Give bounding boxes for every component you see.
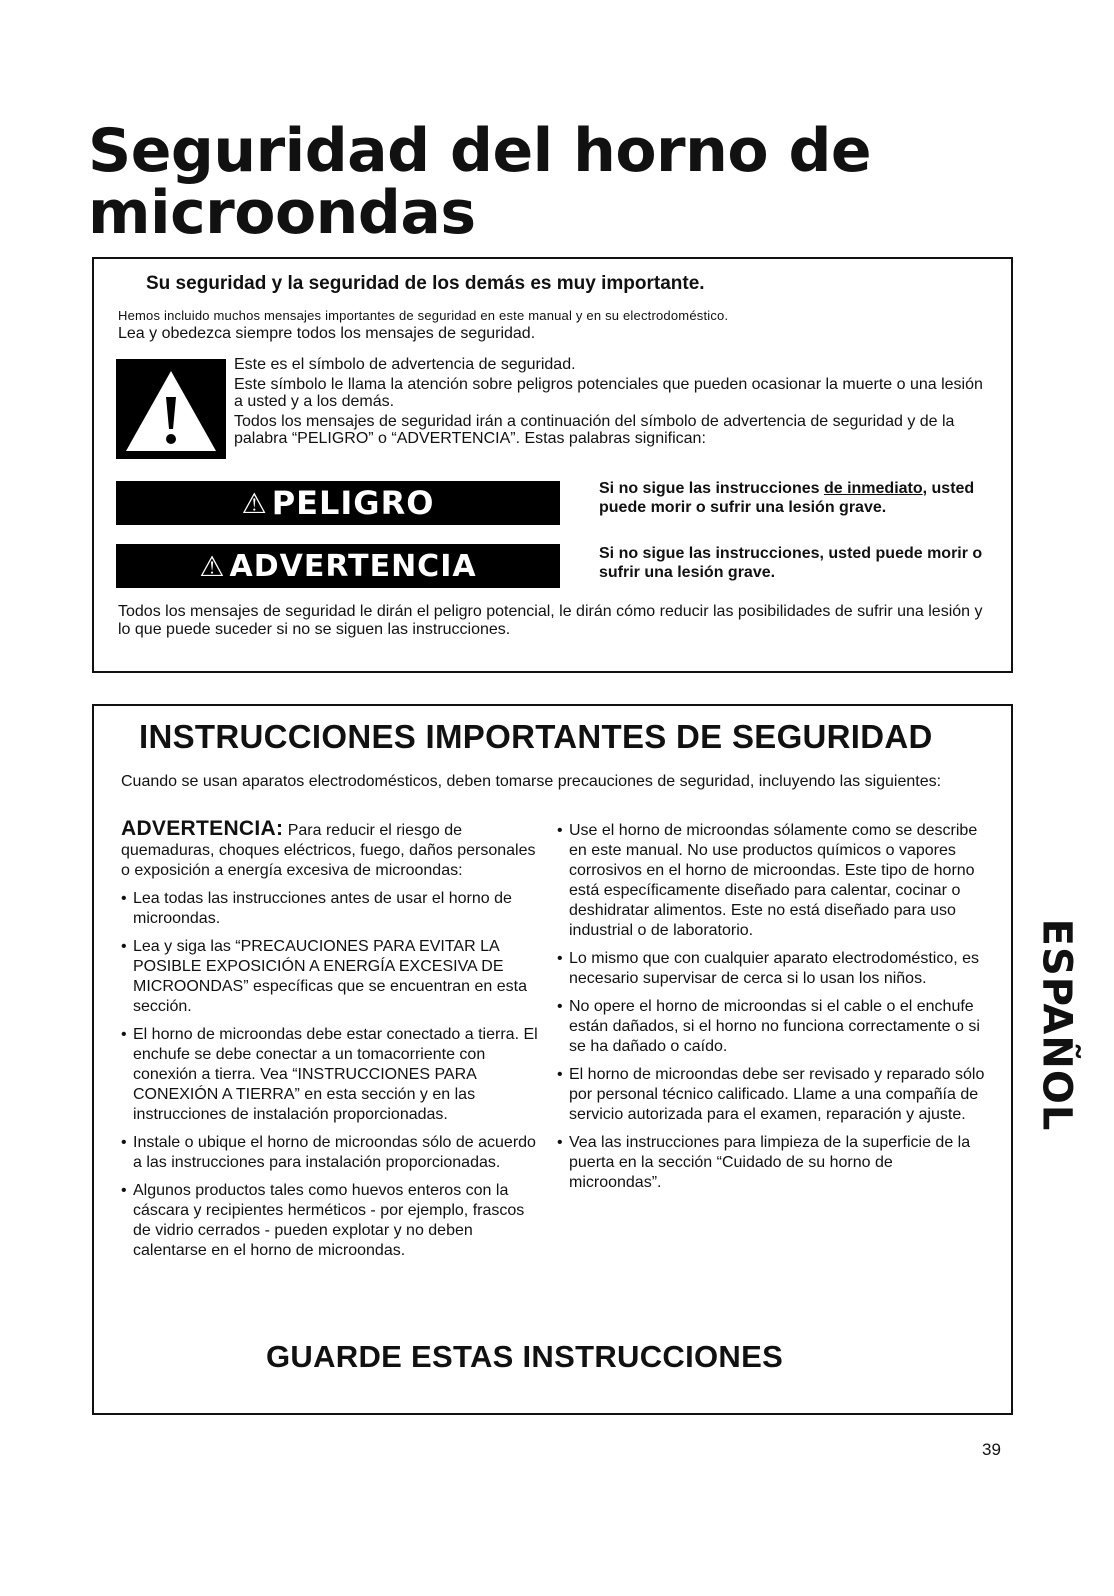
list-item: • Vea las instrucciones para limpieza de la superficie de la puerta en la sección “Cuidado de su horno de microondas”. [557,1133,987,1193]
warning-lead [121,819,541,881]
safety-intro-line-2: Lea y obedezca siempre todos los mensajes de seguridad. [118,325,536,342]
peligro-banner [116,481,560,525]
language-side-tab [1026,905,1086,1145]
list-item: • El horno de microondas debe estar conectado a tierra. El enchufe se debe conectar a un tomacorriente con conexión a tierra. Vea “INSTRUCCIONES PARA CONEXIÓN A TIERRA” en esta sección y en las instrucciones de instalación proporcionadas. [121,1025,541,1125]
page-number: 39 [982,1440,1001,1459]
peligro-text-end: , usted puede morir o sufrir una lesión grave. [599,480,975,516]
safety-footer: Todos los mensajes de seguridad le dirán el peligro potencial, le dirán cómo reducir las posibilidades de sufrir una lesión y lo que puede suceder si no se siguen las instrucciones. [118,603,983,638]
list-item: • No opere el horno de microondas si el cable o el enchufe están dañados, si el horno no funciona correctamente o si se ha dañado o caído. [557,997,987,1057]
symbol-text-3: Todos los mensajes de seguridad irán a continuación del símbolo de advertencia de seguridad y de la palabra “PELIGRO” o “ADVERTENCIA”. Estas palabras significan: [234,413,955,447]
list-item: • Lo mismo que con cualquier aparato electrodoméstico, es necesario supervisar de cerca si lo usan los niños. [557,949,987,989]
peligro-text-start: Si no sigue las instrucciones [599,480,824,497]
right-bullet-list [557,821,987,1193]
safety-alert-symbol-icon [116,359,226,459]
safety-heading: Su seguridad y la seguridad de los demás es muy importante. [146,273,705,294]
list-item: • Lea y siga las “PRECAUCIONES PARA EVITAR LA POSIBLE EXPOSICIÓN A ENERGÍA EXCESIVA DE MICROONDAS” específicas que se encuentran en esta sección. [121,937,541,1017]
advertencia-label: ADVERTENCIA [229,548,477,584]
left-bullet-list [121,889,541,1261]
peligro-meaning [599,479,999,517]
list-item: • Lea todas las instrucciones antes de usar el horno de microondas. [121,889,541,929]
instructions-title: INSTRUCCIONES IMPORTANTES DE SEGURIDAD [139,718,933,755]
list-item: • Algunos productos tales como huevos enteros con la cáscara y recipientes herméticos - por ejemplo, frascos de vidrio cerrados - pueden explotar y no deben calentarse en el horno de microondas. [121,1181,541,1261]
instructions-left-column [121,819,541,1269]
list-item: • Use el horno de microondas sólamente como se describe en este manual. No use productos químicos o vapores corrosivos en el horno de microondas. Este tipo de horno está específicamente diseñado para calentar, cocinar o deshidratar alimentos. Este no está diseñado para uso industrial o de laboratorio. [557,821,987,941]
list-item: • Instale o ubique el horno de microondas sólo de acuerdo a las instrucciones para instalación proporcionadas. [121,1133,541,1173]
symbol-text-1: Este es el símbolo de advertencia de seguridad. [234,356,576,373]
warning-label: ADVERTENCIA: [121,817,284,840]
symbol-text-2: Este símbolo le llama la atención sobre peligros potenciales que pueden ocasionar la muerte o una lesión a usted y a los demás. [234,376,983,410]
advertencia-meaning: Si no sigue las instrucciones, usted puede morir o sufrir una lesión grave. [599,545,983,581]
safety-intro-line-1: Hemos incluido muchos mensajes importantes de seguridad en este manual y en su electrodoméstico. [118,308,729,323]
instructions-right-column [557,821,987,1201]
safety-intro [118,307,998,343]
warning-triangle-icon: ⚠ [241,486,268,520]
symbol-explanation [234,356,994,450]
language-tab-label: ESPAÑOL [1033,918,1080,1132]
advertencia-banner [116,544,560,588]
peligro-text-underlined: de inmediato [823,480,923,497]
save-instructions-heading: GUARDE ESTAS INSTRUCCIONES [266,1339,784,1374]
important-instructions-box [92,704,1013,1415]
page-title: Seguridad del horno de microondas [88,116,872,248]
safety-message-box [92,257,1013,673]
list-item: • El horno de microondas debe ser revisado y reparado sólo por personal técnico calificado. Llame a una compañía de servicio autorizada para el examen, reparación y ajuste. [557,1065,987,1125]
peligro-label: PELIGRO [271,484,435,522]
warning-text: Para reducir el riesgo de quemaduras, choques eléctricos, fuego, daños personales o exposición a energía excesiva de microondas: [121,822,536,879]
warning-triangle-icon: ⚠ [199,549,226,583]
instructions-intro: Cuando se usan aparatos electrodomésticos, deben tomarse precauciones de seguridad, incluyendo las siguientes: [121,773,942,790]
